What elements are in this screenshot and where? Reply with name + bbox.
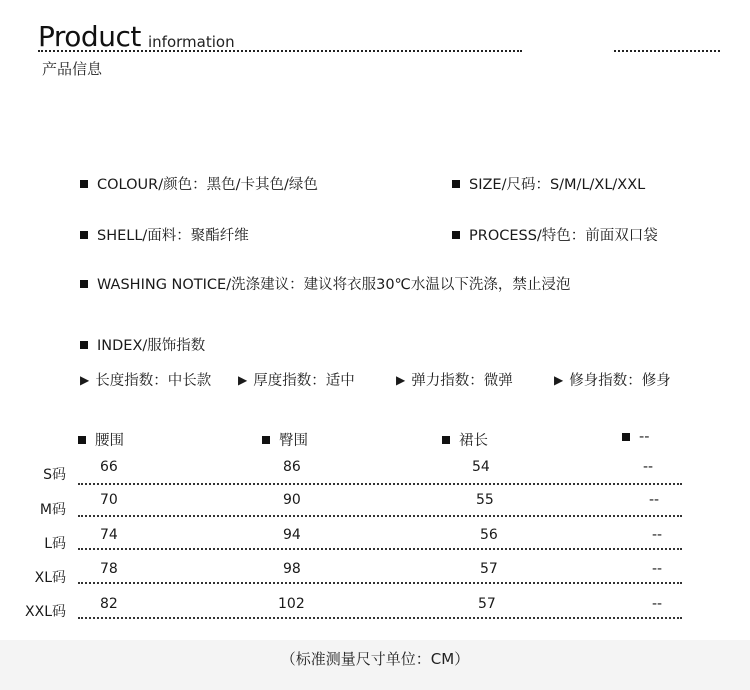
row-divider <box>78 582 682 584</box>
header-dotted-divider <box>38 50 522 52</box>
title-product: Product <box>38 20 141 53</box>
triangle-right-icon: ▶ <box>80 372 90 387</box>
table-cell: -- <box>652 596 663 612</box>
bullet-square-icon <box>80 280 88 288</box>
bullet-square-icon <box>78 436 86 444</box>
table-cell: 98 <box>283 561 301 577</box>
bullet-square-icon <box>622 433 630 441</box>
bullet-square-icon <box>452 180 460 188</box>
row-label-s: S码 <box>43 467 66 483</box>
table-cell: 94 <box>283 527 301 543</box>
index-elasticity <box>396 369 513 390</box>
row-label-xl: XL码 <box>34 570 66 586</box>
row-divider <box>78 617 682 619</box>
table-cell: 86 <box>283 459 301 475</box>
row-label-l: L码 <box>44 536 66 552</box>
spec-washing <box>80 273 570 294</box>
bullet-square-icon <box>80 180 88 188</box>
row-label-xxl: XXL码 <box>25 604 66 620</box>
spec-process <box>452 224 658 245</box>
table-cell: 82 <box>100 596 118 612</box>
index-fit-text: 修身指数：修身 <box>569 373 671 389</box>
spec-size <box>452 173 645 194</box>
table-cell: -- <box>643 459 654 475</box>
index-elasticity-text: 弹力指数：微弹 <box>411 373 513 389</box>
table-cell: 66 <box>100 459 118 475</box>
spec-colour-text: COLOUR/颜色：黑色/卡其色/绿色 <box>97 177 318 193</box>
row-divider <box>78 515 682 517</box>
title-information: information <box>148 33 235 51</box>
table-cell: -- <box>652 561 663 577</box>
spec-shell <box>80 224 249 245</box>
header-dotted-divider-right <box>614 50 720 52</box>
table-cell: 57 <box>480 561 498 577</box>
bullet-square-icon <box>80 341 88 349</box>
column-header-extra: -- <box>622 429 649 445</box>
table-cell: -- <box>649 492 660 508</box>
triangle-right-icon: ▶ <box>238 372 248 387</box>
spec-index-text: INDEX/服饰指数 <box>97 338 206 354</box>
column-header-hip: 臀围 <box>262 429 308 450</box>
title-chinese: 产品信息 <box>42 60 103 78</box>
bullet-square-icon <box>452 231 460 239</box>
measurement-unit-note: （标准测量尺寸单位：CM） <box>280 650 470 668</box>
column-header-length: 裙长 <box>442 429 488 450</box>
table-cell: 56 <box>480 527 498 543</box>
table-cell: 90 <box>283 492 301 508</box>
table-cell: 74 <box>100 527 118 543</box>
table-cell: 54 <box>472 459 490 475</box>
bullet-square-icon <box>80 231 88 239</box>
triangle-right-icon: ▶ <box>396 372 406 387</box>
table-cell: 70 <box>100 492 118 508</box>
spec-process-text: PROCESS/特色：前面双口袋 <box>469 228 658 244</box>
column-header-waist: 腰围 <box>78 429 124 450</box>
table-cell: 57 <box>478 596 496 612</box>
spec-size-text: SIZE/尺码：S/M/L/XL/XXL <box>469 177 646 193</box>
triangle-right-icon: ▶ <box>554 372 564 387</box>
bullet-square-icon <box>262 436 270 444</box>
row-divider <box>78 548 682 550</box>
table-cell: 78 <box>100 561 118 577</box>
table-cell: -- <box>652 527 663 543</box>
spec-washing-text: WASHING NOTICE/洗涤建议：建议将衣服30℃水温以下洗涤，禁止浸泡 <box>97 277 571 293</box>
index-fit <box>554 369 671 390</box>
table-cell: 55 <box>476 492 494 508</box>
spec-colour <box>80 173 318 194</box>
index-thickness <box>238 369 355 390</box>
index-length <box>80 369 211 390</box>
table-cell: 102 <box>278 596 305 612</box>
bullet-square-icon <box>442 436 450 444</box>
index-length-text: 长度指数：中长款 <box>95 373 212 389</box>
index-thickness-text: 厚度指数：适中 <box>253 373 355 389</box>
spec-shell-text: SHELL/面料：聚酯纤维 <box>97 228 249 244</box>
spec-index <box>80 334 205 355</box>
row-label-m: M码 <box>39 502 66 518</box>
row-divider <box>78 483 682 485</box>
